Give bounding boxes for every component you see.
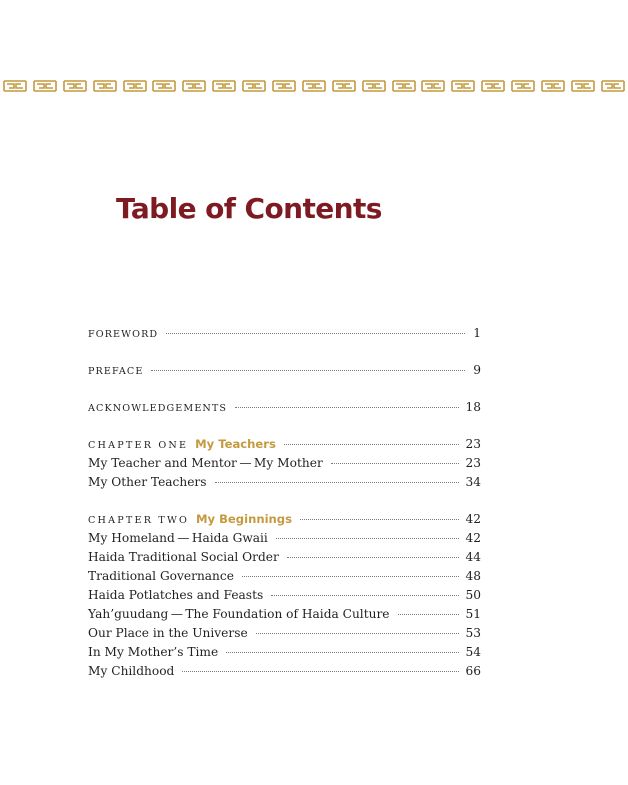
- toc-entry-label: In My Mother’s Time: [88, 645, 219, 659]
- table-of-contents: [88, 324, 481, 681]
- spacer: [88, 343, 481, 361]
- haida-key-pattern-icon: [3, 79, 27, 93]
- toc-entry[interactable]: [88, 662, 481, 681]
- haida-key-pattern-icon: [93, 79, 117, 93]
- haida-key-pattern-icon: [362, 79, 386, 93]
- chapter-heading: [88, 510, 292, 530]
- haida-key-pattern-icon: [571, 79, 595, 93]
- chapter-heading: [88, 435, 276, 455]
- toc-entry[interactable]: [88, 548, 481, 567]
- dot-leader: [284, 444, 460, 445]
- spacer: [88, 492, 481, 510]
- toc-page-number: 9: [473, 363, 481, 377]
- chapter-title: My Teachers: [195, 437, 276, 451]
- toc-entry-label: ACKNOWLEDGEMENTS: [88, 403, 228, 414]
- toc-entry-label: Yah’guudang — The Foundation of Haida Culture: [88, 607, 390, 621]
- toc-entry-label: My Homeland — Haida Gwaii: [88, 531, 268, 545]
- haida-key-pattern-icon: [601, 79, 625, 93]
- haida-key-pattern-icon: [63, 79, 87, 93]
- toc-page-number: 44: [465, 550, 481, 564]
- toc-chapter-one[interactable]: [88, 435, 481, 454]
- decorative-border: [0, 79, 628, 93]
- toc-page-number: 42: [465, 531, 481, 545]
- haida-key-pattern-icon: [451, 79, 475, 93]
- haida-key-pattern-icon: [511, 79, 535, 93]
- toc-page-number: 51: [465, 607, 481, 621]
- toc-page-number: 66: [465, 664, 481, 678]
- chapter-title: My Beginnings: [195, 512, 293, 526]
- toc-entry-label: Traditional Governance: [88, 569, 234, 583]
- dot-leader: [235, 407, 459, 408]
- haida-key-pattern-icon: [421, 79, 445, 93]
- toc-page-number: 42: [465, 512, 481, 526]
- dot-leader: [276, 538, 460, 539]
- haida-key-pattern-icon: [332, 79, 356, 93]
- dot-leader: [300, 519, 459, 520]
- haida-key-pattern-icon: [182, 79, 206, 93]
- toc-page-number: 23: [465, 456, 481, 470]
- toc-page-number: 53: [465, 626, 481, 640]
- toc-page-number: 1: [473, 326, 481, 340]
- toc-entry-label: Haida Traditional Social Order: [88, 550, 279, 564]
- dot-leader: [398, 614, 460, 615]
- toc-entry[interactable]: [88, 624, 481, 643]
- toc-entry-preface[interactable]: [88, 361, 481, 380]
- haida-key-pattern-icon: [272, 79, 296, 93]
- toc-chapter-two[interactable]: [88, 510, 481, 529]
- haida-key-pattern-icon: [302, 79, 326, 93]
- toc-entry-label: Our Place in the Universe: [88, 626, 248, 640]
- chapter-prefix: CHAPTER TWO: [88, 515, 190, 526]
- haida-key-pattern-icon: [242, 79, 266, 93]
- toc-entry[interactable]: [88, 567, 481, 586]
- toc-page-number: 18: [465, 400, 481, 414]
- toc-entry-label: FOREWORD: [88, 329, 159, 340]
- spacer: [88, 380, 481, 398]
- haida-key-pattern-icon: [33, 79, 57, 93]
- haida-key-pattern-icon: [392, 79, 416, 93]
- dot-leader: [287, 557, 460, 558]
- toc-entry[interactable]: [88, 586, 481, 605]
- dot-leader: [182, 671, 459, 672]
- toc-entry[interactable]: [88, 605, 481, 624]
- haida-key-pattern-icon: [541, 79, 565, 93]
- haida-key-pattern-icon: [152, 79, 176, 93]
- spacer: [88, 417, 481, 435]
- page-title: Table of Contents: [116, 192, 382, 225]
- dot-leader: [226, 652, 459, 653]
- dot-leader: [151, 370, 465, 371]
- toc-entry[interactable]: [88, 473, 481, 492]
- toc-entry-label: My Other Teachers: [88, 475, 207, 489]
- toc-entry[interactable]: [88, 529, 481, 548]
- toc-page-number: 54: [465, 645, 481, 659]
- toc-page-number: 34: [465, 475, 481, 489]
- toc-page-number: 48: [465, 569, 481, 583]
- dot-leader: [331, 463, 460, 464]
- toc-page-number: 23: [465, 437, 481, 451]
- dot-leader: [242, 576, 460, 577]
- toc-entry-foreword[interactable]: [88, 324, 481, 343]
- toc-entry[interactable]: [88, 454, 481, 473]
- dot-leader: [166, 333, 465, 334]
- toc-entry-label: PREFACE: [88, 366, 144, 377]
- haida-key-pattern-icon: [123, 79, 147, 93]
- toc-entry-label: My Teacher and Mentor — My Mother: [88, 456, 323, 470]
- toc-entry[interactable]: [88, 643, 481, 662]
- toc-page-number: 50: [465, 588, 481, 602]
- toc-entry-acknowledgements[interactable]: [88, 398, 481, 417]
- dot-leader: [256, 633, 460, 634]
- dot-leader: [271, 595, 459, 596]
- haida-key-pattern-icon: [481, 79, 505, 93]
- dot-leader: [215, 482, 460, 483]
- toc-entry-label: Haida Potlatches and Feasts: [88, 588, 264, 602]
- haida-key-pattern-icon: [212, 79, 236, 93]
- chapter-prefix: CHAPTER ONE: [88, 440, 189, 451]
- toc-entry-label: My Childhood: [88, 664, 175, 678]
